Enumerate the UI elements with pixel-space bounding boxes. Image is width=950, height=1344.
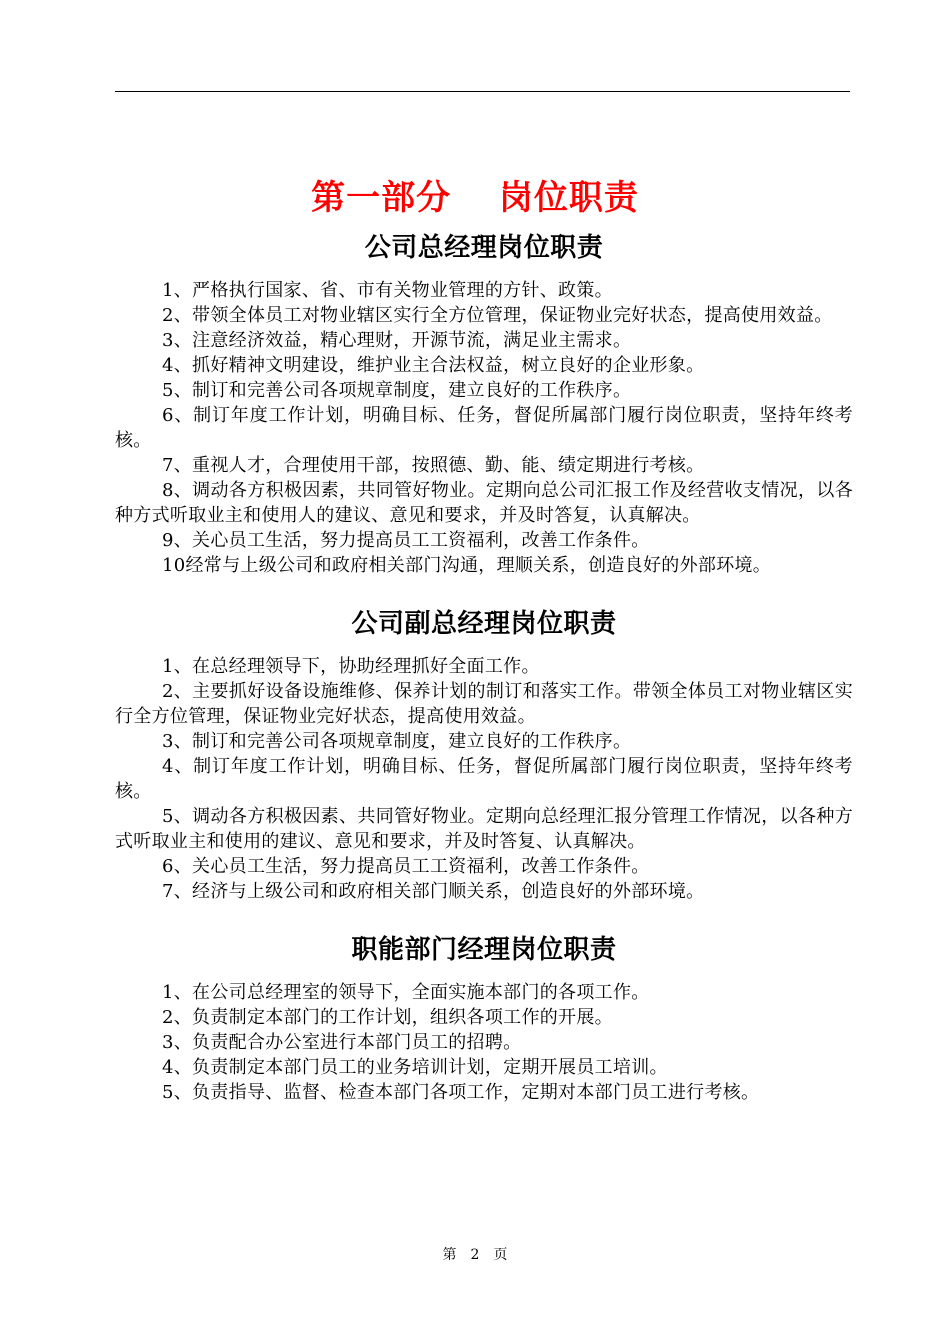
duty-item: 5、负责指导、监督、检查本部门各项工作，定期对本部门员工进行考核。 — [162, 1082, 760, 1103]
duty-item: 7、经济与上级公司和政府相关部门顺关系，创造良好的外部环境。 — [162, 881, 705, 902]
section-deputy-general-manager — [115, 578, 853, 904]
duty-item: 3、注意经济效益，精心理财，开源节流，满足业主需求。 — [162, 330, 632, 351]
page-number: 第 2 页 — [442, 1247, 508, 1263]
duty-item: 4、制订年度工作计划，明确目标、任务，督促所属部门履行岗位职责，坚持年终考核。 — [115, 756, 853, 802]
duty-item: 1、在总经理领导下，协助经理抓好全面工作。 — [162, 656, 540, 677]
duty-item: 6、关心员工生活，努力提高员工工资福利，改善工作条件。 — [162, 856, 650, 877]
document-body — [115, 222, 853, 1105]
duty-item: 1、在公司总经理室的领导下，全面实施本部门的各项工作。 — [162, 982, 650, 1003]
section-title: 公司副总经理岗位职责 — [351, 609, 617, 639]
duty-item: 2、带领全体员工对物业辖区实行全方位管理，保证物业完好状态，提高使用效益。 — [162, 305, 833, 326]
duty-item: 3、负责配合办公室进行本部门员工的招聘。 — [162, 1032, 522, 1053]
header-rule — [115, 91, 850, 92]
section-general-manager — [115, 222, 853, 578]
duty-item: 3、制订和完善公司各项规章制度，建立良好的工作秩序。 — [162, 731, 632, 752]
duty-item: 4、抓好精神文明建设，维护业主合法权益，树立良好的企业形象。 — [162, 355, 705, 376]
section-title: 职能部门经理岗位职责 — [351, 935, 617, 965]
duty-item: 1、严格执行国家、省、市有关物业管理的方针、政策。 — [162, 280, 613, 301]
duty-item: 6、制订年度工作计划，明确目标、任务，督促所属部门履行岗位职责，坚持年终考核。 — [115, 405, 853, 451]
duty-item: 4、负责制定本部门员工的业务培训计划，定期开展员工培训。 — [162, 1057, 668, 1078]
duty-item: 8、调动各方积极因素，共同管好物业。定期向总公司汇报工作及经营收支情况，以各种方式听取业主和使用人的建议、意见和要求，并及时答复，认真解决。 — [115, 480, 853, 526]
duty-item: 5、调动各方积极因素、共同管好物业。定期向总经理汇报分管理工作情况，以各种方式听取业主和使用的建议、意见和要求，并及时答复、认真解决。 — [115, 806, 853, 852]
duty-item: 2、负责制定本部门的工作计划，组织各项工作的开展。 — [162, 1007, 613, 1028]
duty-item: 9、关心员工生活，努力提高员工工资福利，改善工作条件。 — [162, 530, 650, 551]
duty-item: 2、主要抓好设备设施维修、保养计划的制订和落实工作。带领全体员工对物业辖区实行全方位管理，保证物业完好状态，提高使用效益。 — [115, 681, 853, 727]
duty-item: 10经常与上级公司和政府相关部门沟通，理顺关系，创造良好的外部环境。 — [162, 555, 772, 576]
duty-item: 5、制订和完善公司各项规章制度，建立良好的工作秩序。 — [162, 380, 632, 401]
duty-item: 7、重视人才，合理使用干部，按照德、勤、能、绩定期进行考核。 — [162, 455, 705, 476]
part-title: 第一部分 岗位职责 — [311, 177, 639, 218]
section-department-manager — [115, 904, 853, 1105]
section-title: 公司总经理岗位职责 — [364, 233, 604, 263]
